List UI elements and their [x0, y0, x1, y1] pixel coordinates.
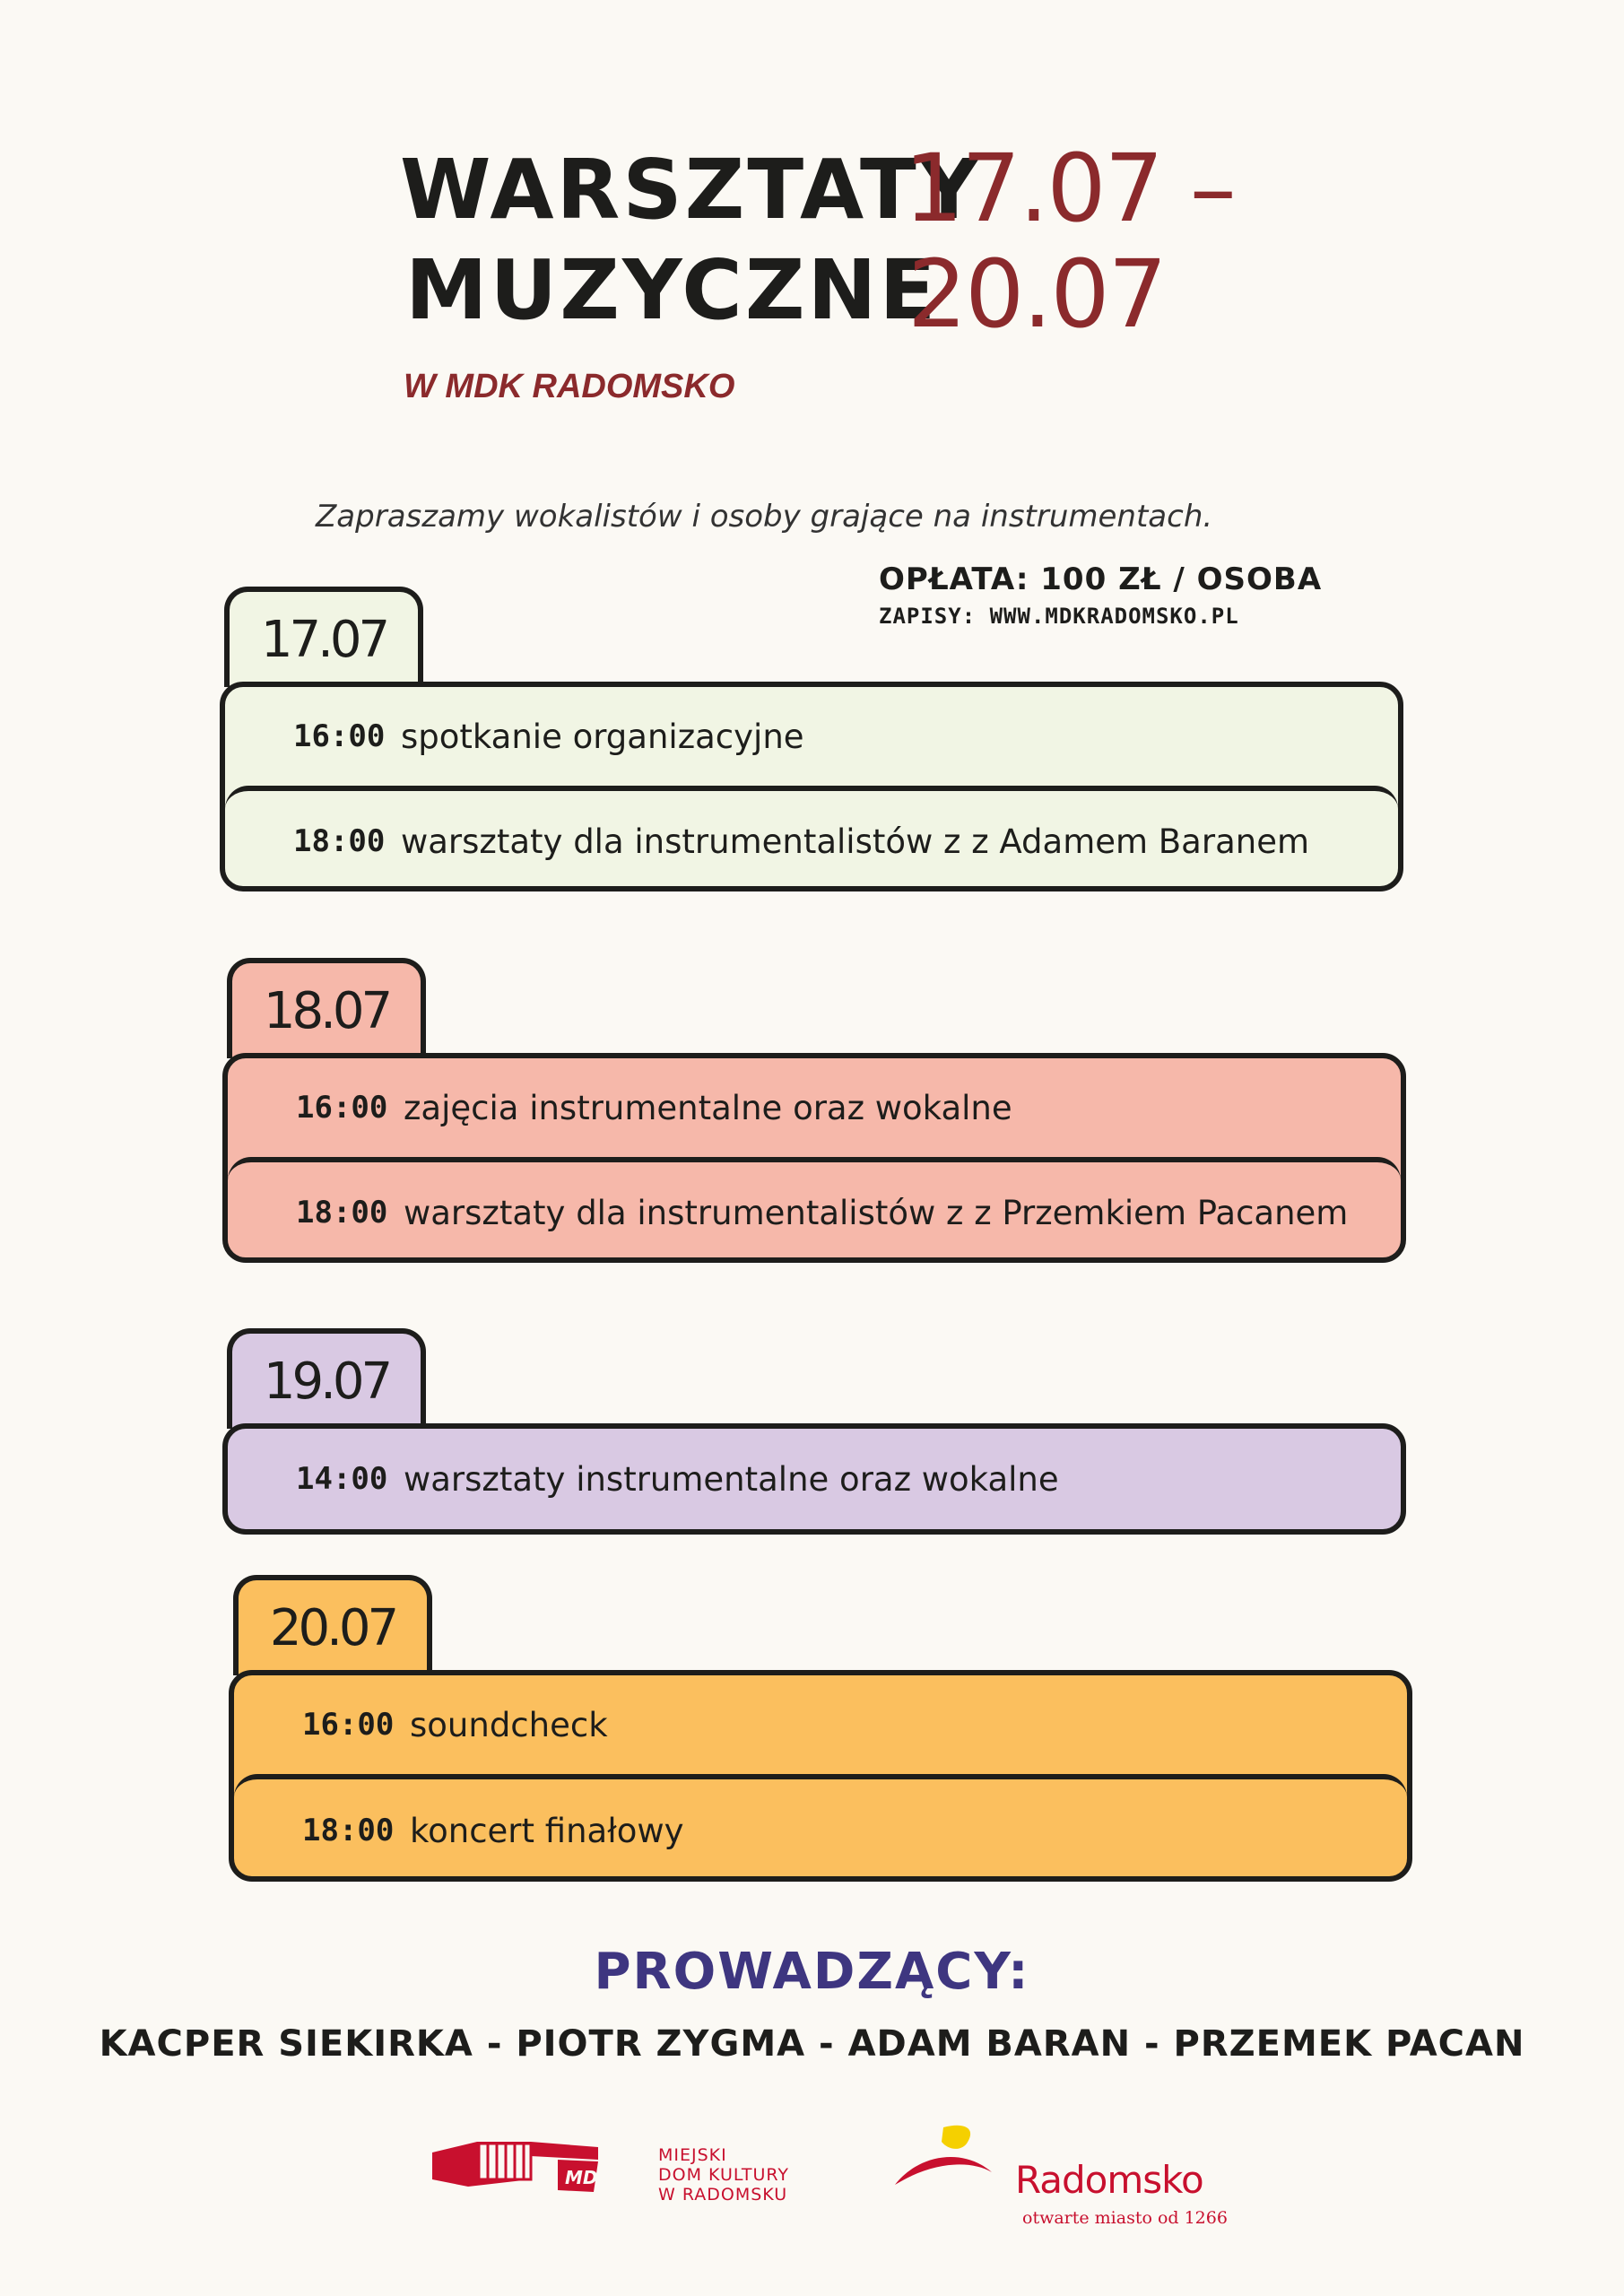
- leaders-title: PROWADZĄCY:: [594, 1943, 1030, 2001]
- day-schedule-19-07: [222, 1423, 1406, 1535]
- event-title: koncert finałowy: [410, 1811, 684, 1850]
- day-tab-19-07: [227, 1328, 426, 1429]
- schedule-row: [234, 1774, 1407, 1882]
- event-title: soundcheck: [410, 1705, 608, 1744]
- event-time: 16:00: [293, 718, 386, 754]
- event-time: 14:00: [296, 1461, 388, 1497]
- event-title: warsztaty dla instrumentalistów z z Przemkiem Pacanem: [404, 1193, 1349, 1232]
- schedule-row: [225, 687, 1398, 786]
- mdk-logo: [432, 2135, 638, 2197]
- mdk-name-line: W RADOMSKU: [658, 2185, 788, 2205]
- radomsko-emblem-icon: [891, 2122, 1008, 2194]
- mdk-name-line: DOM KULTURY: [658, 2165, 789, 2185]
- event-time: 16:00: [296, 1090, 388, 1126]
- mdk-name: [658, 2145, 789, 2205]
- event-time: 18:00: [293, 823, 386, 859]
- day-schedule-20-07: [229, 1670, 1412, 1882]
- event-title: spotkanie organizacyjne: [401, 717, 804, 756]
- radomsko-logo-mark: [891, 2122, 1008, 2194]
- day-schedule-17-07: [220, 682, 1403, 891]
- mdk-name-line: MIEJSKI: [658, 2145, 727, 2165]
- signup-text: ZAPISY: WWW.MDKRADOMSKO.PL: [879, 604, 1239, 629]
- title-line-1: WARSZTATY: [400, 142, 982, 238]
- venue-subtitle: W MDK RADOMSKO: [404, 368, 735, 405]
- radomsko-wordmark: Radomsko: [1015, 2158, 1203, 2202]
- event-time: 18:00: [302, 1813, 395, 1848]
- schedule-row: [228, 1058, 1401, 1157]
- invitation-text: Zapraszamy wokalistów i osoby grające na instrumentach.: [316, 499, 1213, 535]
- fee-text: OPŁATA: 100 ZŁ / OSOBA: [879, 561, 1323, 597]
- day-date: 18.07: [263, 981, 390, 1040]
- radomsko-tagline: otwarte miasto od 1266: [1022, 2208, 1228, 2228]
- event-title: warsztaty dla instrumentalistów z z Adamem Baranem: [401, 822, 1310, 861]
- schedule-row: [234, 1675, 1407, 1774]
- day-tab-17-07: [224, 587, 423, 687]
- event-title: warsztaty instrumentalne oraz wokalne: [404, 1459, 1059, 1499]
- day-tab-20-07: [233, 1575, 432, 1675]
- schedule-row: [225, 786, 1398, 891]
- date-range-end: 20.07: [908, 239, 1166, 349]
- event-time: 18:00: [296, 1195, 388, 1231]
- title-line-2: MUZYCZNE: [405, 242, 939, 338]
- mdk-mark: MDK: [565, 2167, 612, 2188]
- day-schedule-18-07: [222, 1053, 1406, 1263]
- event-title: zajęcia instrumentalne oraz wokalne: [404, 1088, 1012, 1127]
- date-range-start: 17.07 –: [904, 134, 1235, 243]
- schedule-row: [228, 1157, 1401, 1263]
- day-date: 19.07: [263, 1352, 390, 1411]
- leaders-names: KACPER SIEKIRKA - PIOTR ZYGMA - ADAM BARAN - PRZEMEK PACAN: [99, 2023, 1525, 2065]
- day-tab-18-07: [227, 958, 426, 1058]
- day-date: 20.07: [269, 1598, 396, 1657]
- event-time: 16:00: [302, 1707, 395, 1743]
- schedule-row: [228, 1429, 1401, 1529]
- day-date: 17.07: [260, 610, 387, 669]
